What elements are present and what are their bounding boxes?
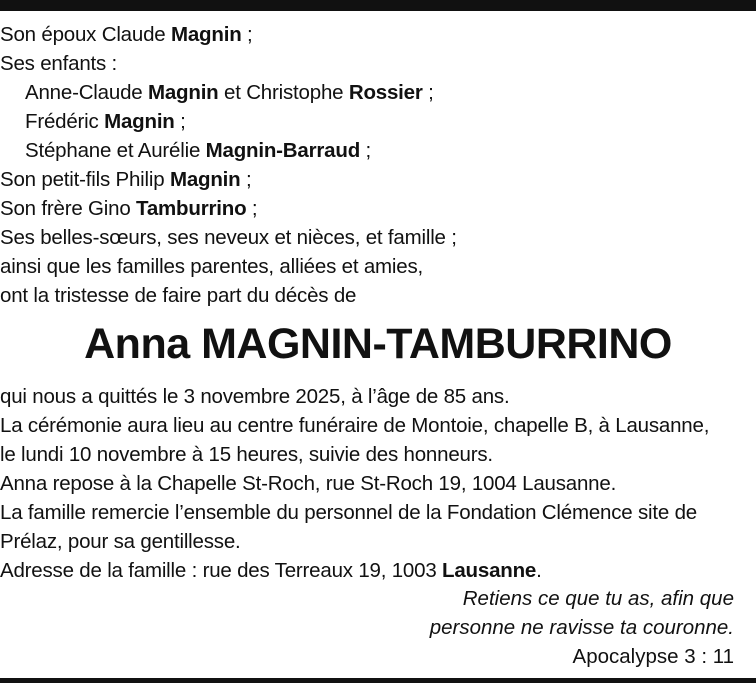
quote-reference: Apocalypse 3 : 11: [572, 645, 734, 668]
bottom-rule: [0, 678, 756, 683]
announce-line: ont la tristesse de faire part du décès de: [0, 284, 357, 307]
thanks-line: La famille remercie l’ensemble du personnel de la Fondation Clémence site de: [0, 501, 697, 524]
ceremony-line: La cérémonie aura lieu au centre funéraire de Montoie, chapelle B, à Lausanne,: [0, 414, 710, 437]
bible-quote: [430, 584, 734, 671]
inlaws-line: Ses belles-sœurs, ses neveux et nièces, et famille ;: [0, 226, 457, 249]
obituary-notice: [0, 20, 756, 585]
child-line: Anne-Claude Magnin et Christophe Rossier ;: [25, 81, 434, 104]
deceased-name: Anna MAGNIN-TAMBURRINO: [84, 320, 672, 368]
quote-line: Retiens ce que tu as, afin que: [462, 587, 734, 610]
child-line: Frédéric Magnin ;: [25, 110, 186, 133]
quote-line: personne ne ravisse ta couronne.: [429, 616, 734, 639]
top-rule: [0, 0, 756, 11]
grandson-line: Son petit-fils Philip Magnin ;: [0, 168, 252, 191]
relatives-line: ainsi que les familles parentes, alliées et amies,: [0, 255, 423, 278]
child-line: Stéphane et Aurélie Magnin-Barraud ;: [25, 139, 372, 162]
spouse-line: Son époux Claude Magnin ;: [0, 23, 253, 46]
death-line: qui nous a quittés le 3 novembre 2025, à l’âge de 85 ans.: [0, 385, 510, 408]
rests-line: Anna repose à la Chapelle St-Roch, rue St-Roch 19, 1004 Lausanne.: [0, 472, 617, 495]
brother-line: Son frère Gino Tamburrino ;: [0, 197, 258, 220]
children-heading: Ses enfants :: [0, 52, 118, 75]
thanks-line: Prélaz, pour sa gentillesse.: [0, 530, 241, 553]
ceremony-line: le lundi 10 novembre à 15 heures, suivie des honneurs.: [0, 443, 493, 466]
family-address: Adresse de la famille : rue des Terreaux 19, 1003 Lausanne.: [0, 559, 542, 582]
